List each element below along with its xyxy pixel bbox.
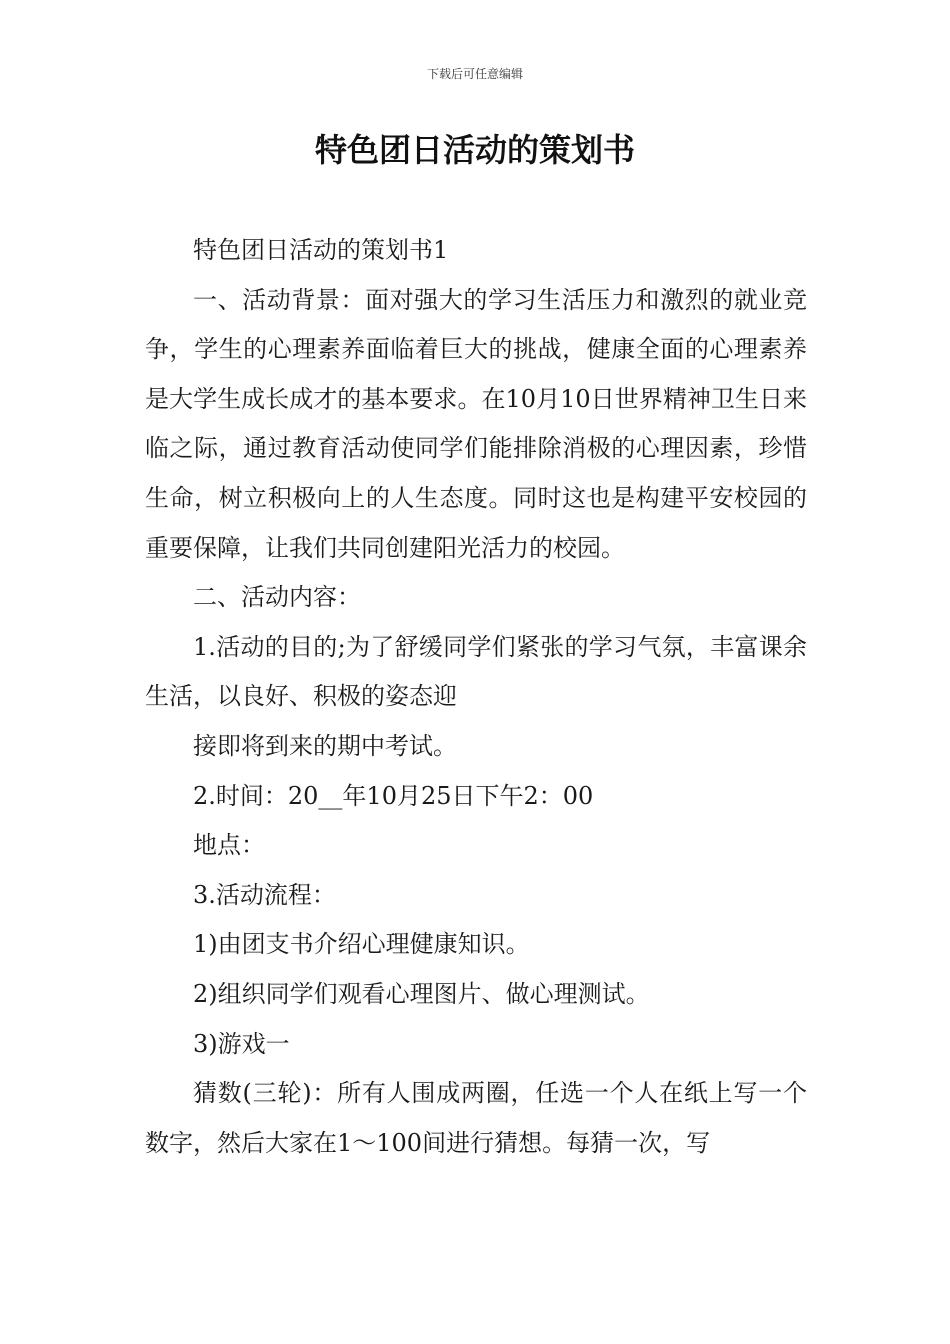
document-title: 特色团日活动的策划书 <box>314 131 635 169</box>
paragraph-step-1: 1)由团支书介绍心理健康知识。 <box>193 930 530 959</box>
header-note: 下载后可任意编辑 <box>426 67 523 81</box>
paragraph-background: 一、活动背景：面对强大的学习生活压力和激烈的就业竞争，学生的心理素养面临着巨大的挑战，健康全面的心理素养是大学生成长成才的基本要求。在10月10日世界精神卫生日来临之际，通过教育活动使同学们能排除消极的心理因素，珍惜生命，树立积极向上的人生态度。同时这也是构建平安校园的重要保障，让我们共同创建阳光活力的校园。 <box>145 285 807 562</box>
paragraph-game-description: 猜数(三轮)：所有人围成两圈，任选一个人在纸上写一个数字，然后大家在1～100间进行猜想。每猜一次，写 <box>145 1079 807 1157</box>
paragraph-purpose-continued: 接即将到来的期中考试。 <box>193 731 457 760</box>
paragraph-step-2: 2)组织同学们观看心理图片、做心理测试。 <box>193 979 650 1008</box>
paragraph-location: 地点： <box>193 831 265 860</box>
document-body <box>145 226 807 1168</box>
paragraph-content-heading: 二、活动内容： <box>193 583 361 612</box>
paragraph-time: 2.时间：20__年10月25日下午2：00 <box>193 781 594 810</box>
paragraph-process-heading: 3.活动流程： <box>193 880 336 909</box>
paragraph-step-3: 3)游戏一 <box>193 1029 290 1058</box>
paragraph-subtitle: 特色团日活动的策划书1 <box>193 236 449 264</box>
paragraph-purpose: 1.活动的目的;为了舒缓同学们紧张的学习气氛，丰富课余生活，以良好、积极的姿态迎 <box>145 632 807 711</box>
